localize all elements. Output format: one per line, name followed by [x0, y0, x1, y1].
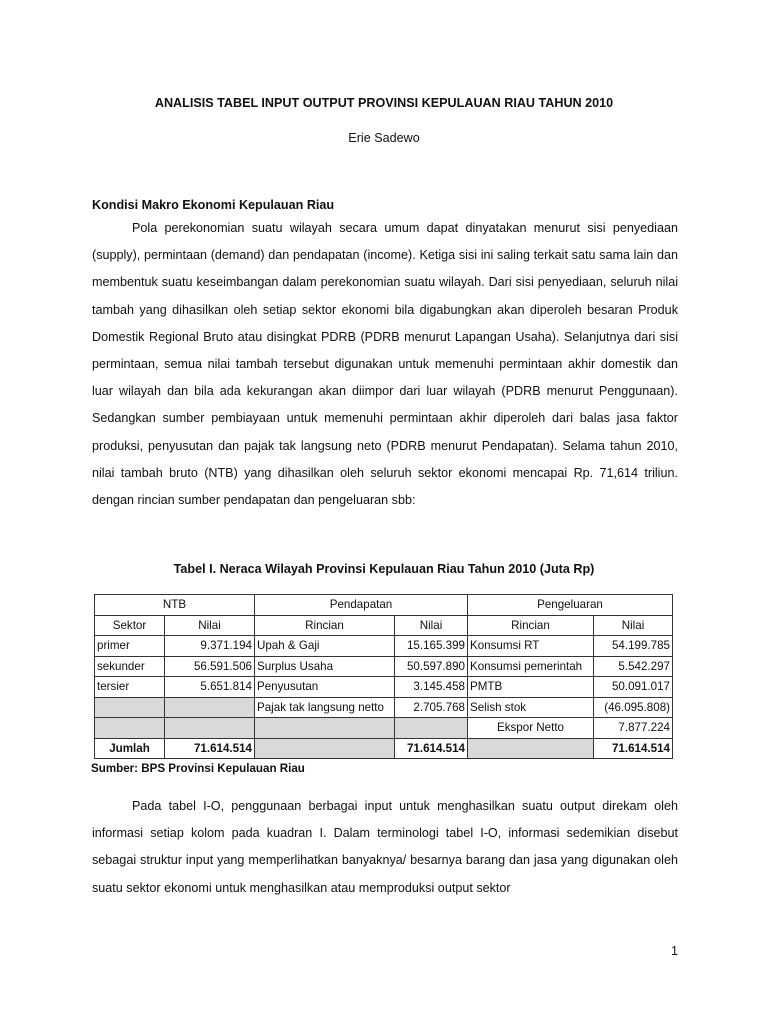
table-row: [95, 718, 673, 739]
document-author: Erie Sadewo: [348, 131, 420, 145]
section-heading: Kondisi Makro Ekonomi Kepulauan Riau: [92, 198, 335, 212]
header-nilai-pendapatan: Nilai: [395, 615, 468, 636]
table-row: [95, 697, 673, 718]
cell-rincian-pendapatan: Penyusutan: [255, 677, 395, 698]
cell-jumlah-pengeluaran: 71.614.514: [594, 738, 673, 759]
cell-sektor: [95, 718, 165, 739]
cell-rincian-pengeluaran: Ekspor Netto: [468, 718, 594, 739]
cell-rincian-pengeluaran: Konsumsi RT: [468, 636, 594, 657]
cell-rincian-pendapatan: Surplus Usaha: [255, 656, 395, 677]
table-source-note: Sumber: BPS Provinsi Kepulauan Riau: [91, 762, 305, 775]
cell-sektor: primer: [95, 636, 165, 657]
cell-nilai-ntb: 56.591.506: [165, 656, 255, 677]
cell-nilai-pendapatan: 50.597.890: [395, 656, 468, 677]
cell-empty: [468, 738, 594, 759]
table-caption: Tabel I. Neraca Wilayah Provinsi Kepulauan Riau Tahun 2010 (Juta Rp): [173, 562, 595, 576]
header-nilai-pengeluaran: Nilai: [594, 615, 673, 636]
paragraph-tabel-io: Pada tabel I-O, penggunaan berbagai input untuk menghasilkan suatu output direkam oleh informasi setiap kolom pada kuadran I. Dalam terminologi tabel I-O, informasi sedemikian disebut sebagai struktur input yang memperlihatkan banyaknya/ besarnya barang dan jasa yang digunakan oleh suatu sektor ekonomi untuk menghasilkan atau memproduksi output sektor: [92, 799, 678, 895]
cell-rincian-pendapatan: Pajak tak langsung netto: [255, 697, 395, 718]
cell-rincian-pengeluaran: Selish stok: [468, 697, 594, 718]
cell-nilai-pengeluaran: 5.542.297: [594, 656, 673, 677]
paragraph-kondisi-makro: Pola perekonomian suatu wilayah secara umum dapat dinyatakan menurut sisi penyediaan (supply), permintaan (demand) dan pendapatan (income). Ketiga sisi ini saling terkait satu sama lain dan membentuk suatu keseimbangan dalam perekonomian suatu wilayah. Dari sisi penyediaan, seluruh nilai tambah yang dihasilkan oleh setiap sektor ekonomi bila digabungkan akan diperoleh besaran Produk Domestik Regional Bruto atau disingkat PDRB (PDRB menurut Lapangan Usaha). Selanjutnya dari sisi permintaan, semua nilai tambah tersebut digunakan untuk memenuhi permintaan akhir domestik dan luar wilayah dan bila ada kekurangan akan diimpor dari luar wilayah (PDRB menurut Penggunaan). Sedangkan sumber pembiayaan untuk memenuhi permintaan akhir diperoleh dari balas jasa faktor produksi, penyusutan dan pajak tak langsung neto (PDRB menurut Pendapatan). Selama tahun 2010, nilai tambah bruto (NTB) yang dihasilkan oleh seluruh sektor ekonomi mencapai Rp. 71,614 triliun. dengan rincian sumber pendapatan dan pengeluaran sbb:: [92, 221, 678, 508]
cell-nilai-pendapatan: 15.165.399: [395, 636, 468, 657]
cell-nilai-pendapatan: 3.145.458: [395, 677, 468, 698]
header-pengeluaran: Pengeluaran: [468, 595, 673, 616]
header-ntb: NTB: [95, 595, 255, 616]
cell-jumlah-ntb: 71.614.514: [165, 738, 255, 759]
cell-sektor: tersier: [95, 677, 165, 698]
neraca-wilayah-table: [94, 594, 673, 759]
cell-nilai-ntb: 9.371.194: [165, 636, 255, 657]
cell-sektor: [95, 697, 165, 718]
cell-rincian-pengeluaran: PMTB: [468, 677, 594, 698]
table-total-row: [95, 738, 673, 759]
cell-empty: [255, 738, 395, 759]
header-pendapatan: Pendapatan: [255, 595, 468, 616]
page-number: 1: [670, 944, 678, 958]
header-rincian-pengeluaran: Rincian: [468, 615, 594, 636]
cell-nilai-pengeluaran: 7.877.224: [594, 718, 673, 739]
cell-nilai-ntb: 5.651.814: [165, 677, 255, 698]
document-title: ANALISIS TABEL INPUT OUTPUT PROVINSI KEPULAUAN RIAU TAHUN 2010: [154, 96, 614, 110]
header-nilai-ntb: Nilai: [165, 615, 255, 636]
table-row: [95, 677, 673, 698]
cell-rincian-pengeluaran: Konsumsi pemerintah: [468, 656, 594, 677]
cell-nilai-ntb: [165, 718, 255, 739]
header-rincian-pendapatan: Rincian: [255, 615, 395, 636]
table-sub-header-row: [95, 615, 673, 636]
cell-nilai-pendapatan: 2.705.768: [395, 697, 468, 718]
cell-rincian-pendapatan: [255, 718, 395, 739]
table-row: [95, 656, 673, 677]
cell-jumlah-pendapatan: 71.614.514: [395, 738, 468, 759]
cell-nilai-ntb: [165, 697, 255, 718]
cell-nilai-pendapatan: [395, 718, 468, 739]
cell-jumlah-label: Jumlah: [95, 738, 165, 759]
table-group-header-row: [95, 595, 673, 616]
cell-nilai-pengeluaran: 50.091.017: [594, 677, 673, 698]
cell-nilai-pengeluaran: (46.095.808): [594, 697, 673, 718]
table-row: [95, 636, 673, 657]
cell-rincian-pendapatan: Upah & Gaji: [255, 636, 395, 657]
cell-nilai-pengeluaran: 54.199.785: [594, 636, 673, 657]
header-sektor: Sektor: [95, 615, 165, 636]
cell-sektor: sekunder: [95, 656, 165, 677]
